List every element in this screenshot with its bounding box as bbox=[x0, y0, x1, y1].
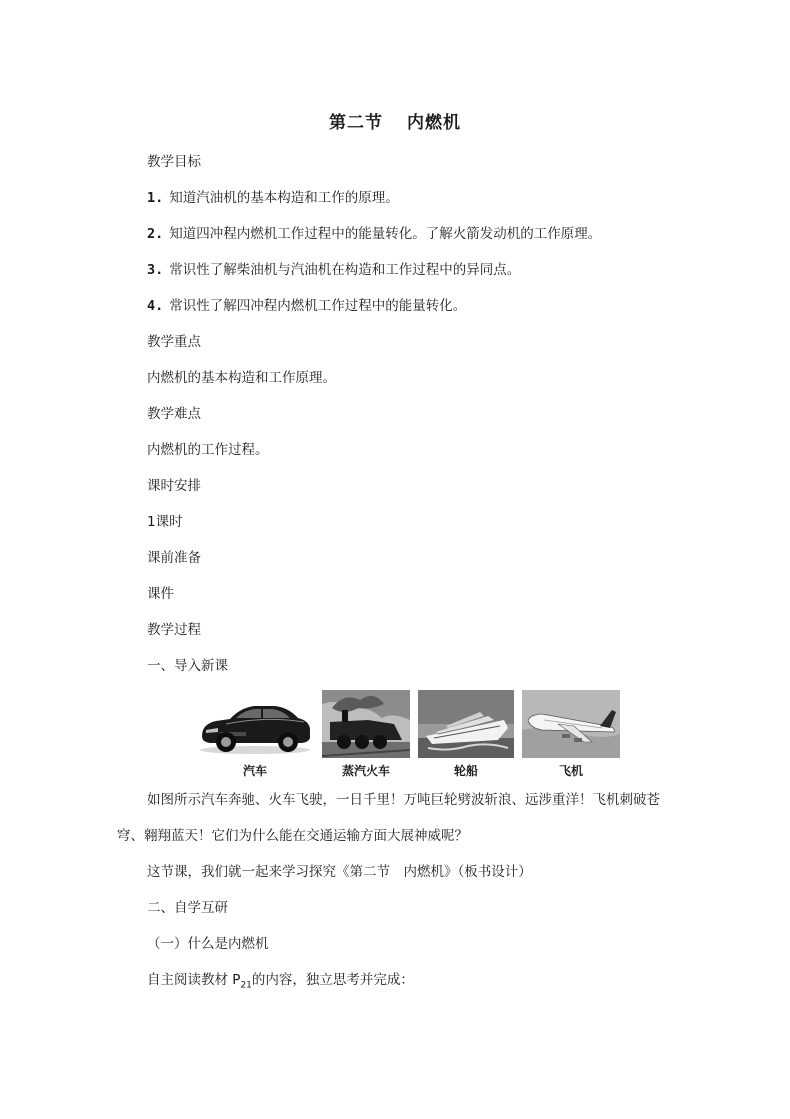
figure-caption: 汽车 bbox=[242, 764, 267, 778]
page-number-subscript: 21 bbox=[240, 980, 252, 991]
goals-heading: 教学目标 bbox=[147, 154, 201, 170]
ship-image bbox=[418, 690, 514, 758]
vehicle-figures bbox=[196, 690, 626, 780]
goal-number: 4. bbox=[147, 298, 164, 314]
figure-ship bbox=[418, 690, 514, 780]
prep-heading: 课前准备 bbox=[147, 550, 201, 566]
section-heading-intro: 一、导入新课 bbox=[147, 658, 228, 674]
goal-item bbox=[147, 260, 520, 280]
prep-text: 课件 bbox=[147, 586, 174, 602]
reading-text-pre: 自主阅读教材 P bbox=[147, 972, 241, 988]
reading-text-post: 的内容，独立思考并完成： bbox=[251, 972, 414, 988]
intro-paragraph: 如图所示汽车奔驰、火车飞驶，一日千里！万吨巨轮劈波斩浪、远涉重洋！飞机刺破苍穹、翱翔蓝天！它们为什么能在交通运输方面大展神威呢？ bbox=[117, 792, 660, 844]
process-heading: 教学过程 bbox=[147, 622, 201, 638]
difficulty-heading: 教学难点 bbox=[147, 406, 201, 422]
difficulty-text: 内燃机的工作过程。 bbox=[147, 442, 269, 458]
section-heading-selfstudy: 二、自学互研 bbox=[147, 900, 228, 916]
figure-car bbox=[196, 690, 314, 780]
figure-caption: 轮船 bbox=[453, 764, 478, 778]
figure-steam-train bbox=[322, 690, 410, 780]
goal-number: 1. bbox=[147, 190, 164, 206]
goal-item bbox=[147, 188, 399, 208]
goal-item bbox=[147, 224, 601, 244]
goal-number: 3. bbox=[147, 262, 164, 278]
goal-text: 知道汽油机的基本构造和工作的原理。 bbox=[169, 190, 399, 206]
schedule-heading: 课时安排 bbox=[147, 478, 201, 494]
key-text: 内燃机的基本构造和工作原理。 bbox=[147, 370, 336, 386]
page-title bbox=[0, 108, 790, 133]
car-image bbox=[196, 690, 314, 756]
goal-text: 常识性了解柴油机与汽油机在构造和工作过程中的异同点。 bbox=[169, 262, 521, 278]
figure-caption: 蒸汽火车 bbox=[341, 764, 390, 778]
key-heading: 教学重点 bbox=[147, 334, 201, 350]
goal-number: 2. bbox=[147, 226, 164, 242]
title-topic: 内燃机 bbox=[407, 113, 461, 133]
goal-text: 知道四冲程内燃机工作过程中的能量转化。了解火箭发动机的工作原理。 bbox=[169, 226, 602, 242]
goal-text: 常识性了解四冲程内燃机工作过程中的能量转化。 bbox=[169, 298, 467, 314]
steam-train-image bbox=[322, 690, 410, 758]
airplane-image bbox=[522, 690, 620, 758]
subsection-heading: （一）什么是内燃机 bbox=[147, 936, 269, 952]
lesson-paragraph: 这节课，我们就一起来学习探究《第二节 内燃机》（板书设计） bbox=[147, 864, 532, 880]
schedule-text: 1课时 bbox=[147, 514, 183, 530]
reading-instruction bbox=[147, 970, 414, 996]
goal-item bbox=[147, 296, 466, 316]
figure-airplane bbox=[522, 690, 620, 780]
figure-caption: 飞机 bbox=[558, 764, 583, 778]
title-section: 第二节 bbox=[329, 113, 383, 133]
